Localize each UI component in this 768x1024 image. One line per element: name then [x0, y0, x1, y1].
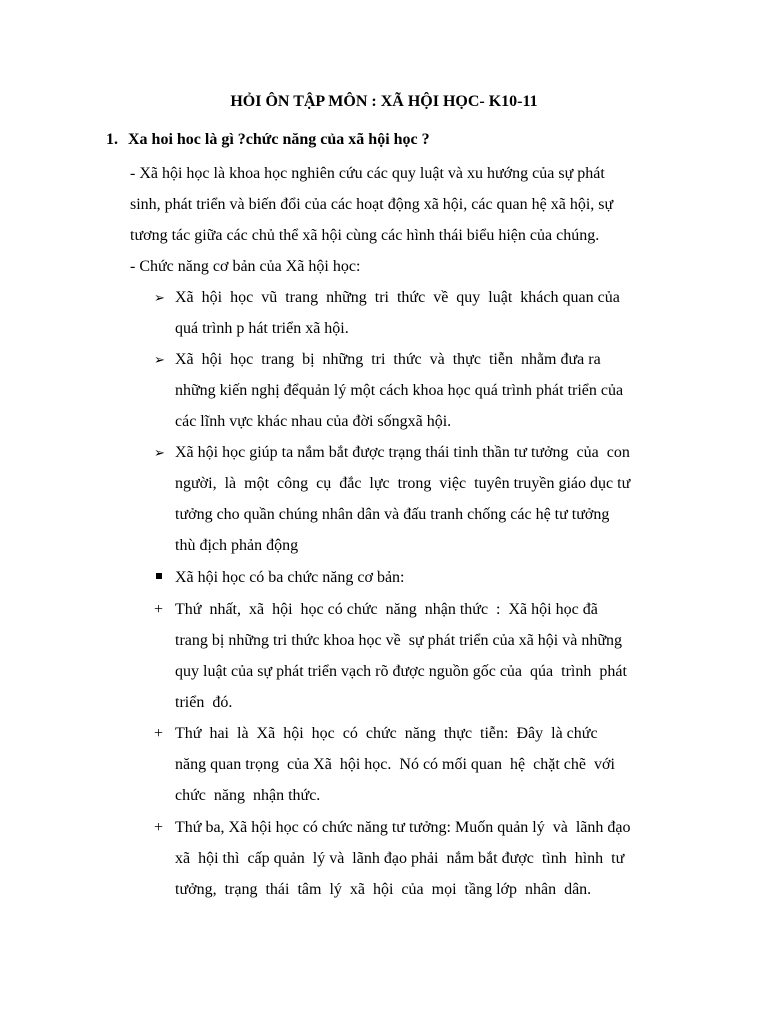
document-title: HỎI ÔN TẬP MÔN : XÃ HỘI HỌC- K10-11	[230, 93, 538, 110]
definition-paragraph	[130, 158, 678, 282]
list-item	[150, 282, 678, 344]
list-item	[150, 344, 678, 437]
arrow-bullet-icon: ➢	[154, 290, 165, 305]
list-item	[150, 437, 678, 561]
list-item-line: triển đó.	[175, 694, 233, 711]
functions-heading: - Chức năng cơ bản của Xã hội học:	[130, 258, 361, 275]
list-item-line: Xã hội học giúp ta nắm bắt được trạng thái tinh thần tư tưởng của con	[175, 444, 630, 461]
definition-line: - Xã hội học là khoa học nghiên cứu các quy luật và xu hướng của sự phát	[130, 165, 605, 182]
list-item-line: Thứ hai là Xã hội học có chức năng thực tiễn: Đây là chức	[175, 725, 598, 742]
plus-bullet-icon: +	[154, 819, 164, 836]
square-bullet-icon	[154, 562, 174, 593]
list-item-line: Xã hội học vũ trang những tri thức về quy luật khách quan của	[175, 289, 620, 306]
plus-bullet-icon: +	[154, 601, 164, 618]
list-item-line: quá trình p hát triển xã hội.	[175, 320, 349, 337]
list-item-line: Xã hội học có ba chức năng cơ bản:	[175, 569, 405, 586]
arrow-bullet-icon: ➢	[154, 445, 165, 460]
arrow-bullet-icon: ➢	[154, 352, 165, 367]
list-item-line: Xã hội học trang bị những tri thức và thực tiễn nhằm đưa ra	[175, 351, 601, 368]
list-item	[150, 718, 678, 811]
definition-line: sinh, phát triển và biến đổi của các hoạt động xã hội, các quan hệ xã hội, sự	[130, 196, 614, 213]
list-item-line: năng quan trọng của Xã hội học. Nó có mối quan hệ chặt chẽ với	[175, 756, 615, 773]
list-item-line: Thứ nhất, xã hội học có chức năng nhận thức : Xã hội học đã	[175, 601, 598, 618]
list-item-line: các lĩnh vực khác nhau của đời sốngxã hội.	[175, 413, 452, 430]
list-item-line: quy luật của sự phát triển vạch rõ được nguồn gốc của qúa trình phát	[175, 663, 627, 680]
question-heading	[106, 130, 430, 150]
plus-bullet-icon: +	[154, 725, 164, 742]
list-item-line: thù địch phản động	[175, 537, 299, 554]
list-item	[150, 812, 678, 905]
list-item	[150, 594, 678, 718]
list-item-line: những kiến nghị đểquản lý một cách khoa học quá trình phát triển của	[175, 382, 624, 399]
list-item-line: tưởng cho quần chúng nhân dân và đấu tranh chống các hệ tư tưởng	[175, 506, 610, 523]
list-item-line: tưởng, trạng thái tâm lý xã hội của mọi tầng lớp nhân dân.	[175, 881, 592, 898]
list-item-line: xã hội thì cấp quản lý và lãnh đạo phải nắm bắt được tình hình tư	[175, 850, 625, 867]
definition-line: tương tác giữa các chủ thể xã hội cùng các hình thái biểu hiện của chúng.	[130, 227, 600, 244]
list-item	[150, 562, 678, 593]
question-text: Xa hoi hoc là gì ?chức năng của xã hội học ?	[128, 131, 430, 148]
question-number: 1.	[106, 131, 118, 148]
list-item-line: người, là một công cụ đắc lực trong việc tuyên truyền giáo dục tư	[175, 475, 631, 492]
list-item-line: chức năng nhận thức.	[175, 787, 321, 804]
list-item-line: trang bị những tri thức khoa học về sự phát triển của xã hội và những	[175, 632, 623, 649]
list-item-line: Thứ ba, Xã hội học có chức năng tư tưởng: Muốn quản lý và lãnh đạo	[175, 819, 631, 836]
